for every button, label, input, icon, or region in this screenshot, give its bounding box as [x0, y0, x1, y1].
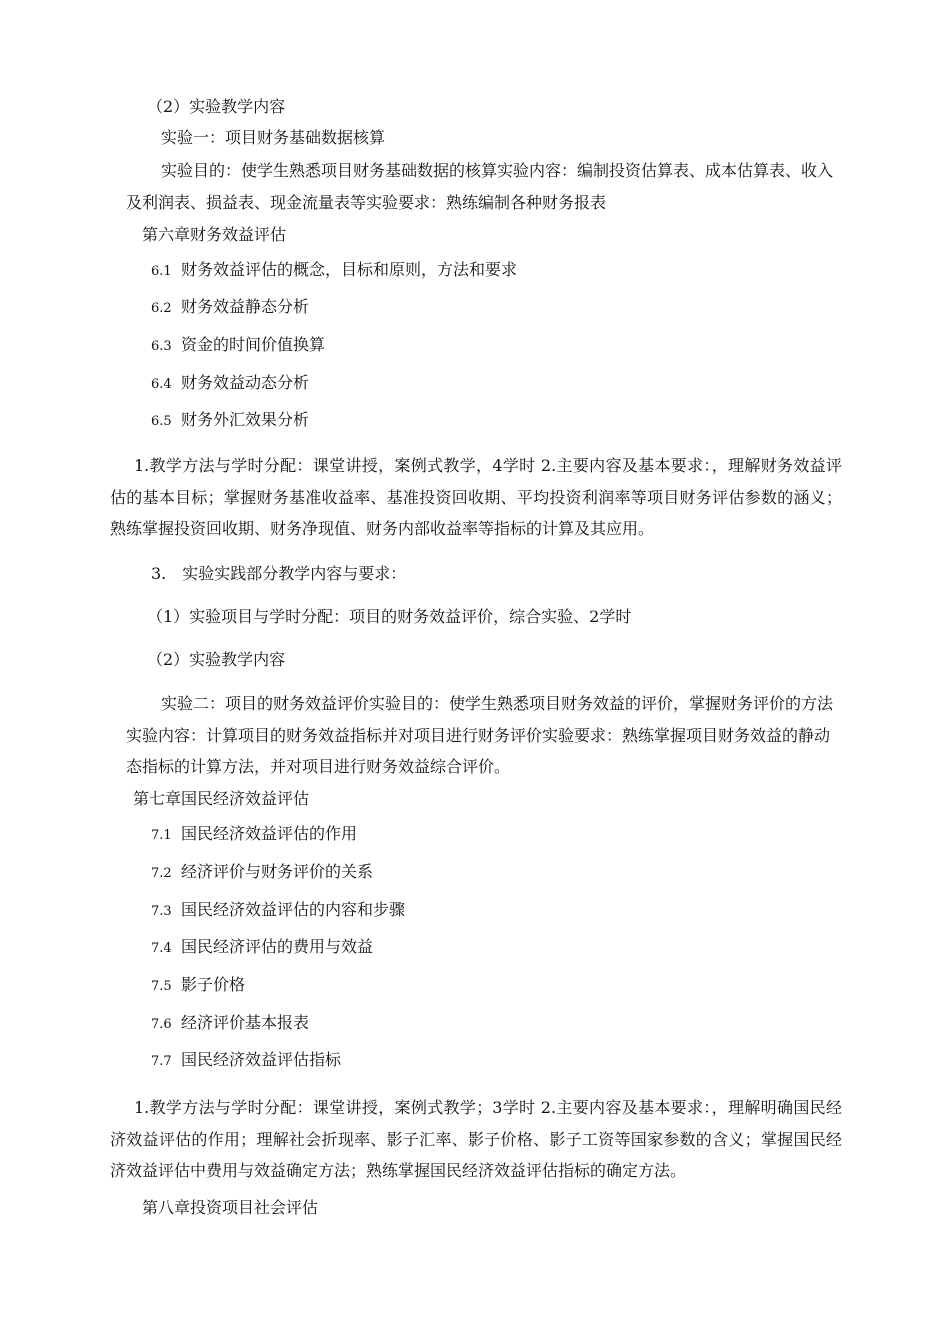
item-number: 7.6: [151, 1017, 172, 1032]
item-number: 7.3: [151, 904, 172, 919]
item-text: 国民经济效益评估的内容和步骤: [181, 900, 406, 919]
item-number: 7.1: [151, 828, 172, 843]
list-item: [151, 936, 373, 960]
item-number: 6.4: [151, 377, 172, 392]
chapter-summary: 1.教学方法与学时分配：课堂讲授，案例式教学，4学时 2.主要内容及基本要求：，理解财务效益评估的基本目标；掌握财务基准收益率、基准投资回收期、平均投资利润率等项目财务评估参数的涵义；熟练掌握投资回收期、财务净现值、财务内部收益率等指标的计算及其应用。: [110, 456, 842, 538]
list-item: [151, 861, 373, 885]
item-text: 财务外汇效果分析: [181, 410, 310, 429]
item-text: 国民经济效益评估指标: [181, 1050, 342, 1069]
item-text: 国民经济评估的费用与效益: [181, 937, 374, 956]
list-item: [151, 372, 309, 396]
list-item: [151, 1049, 341, 1073]
item-text: 经济评价与财务评价的关系: [181, 862, 374, 881]
chapter-title: 第八章投资项目社会评估: [142, 1198, 319, 1217]
list-item: [151, 409, 309, 433]
list-item: [151, 1012, 309, 1036]
chapter-title: 第七章国民经济效益评估: [133, 789, 310, 808]
practice-item: （2）实验教学内容: [147, 650, 286, 669]
practice-item: （1）实验项目与学时分配：项目的财务效益评价，综合实验、2学时: [147, 607, 632, 626]
item-number: 6.1: [151, 264, 172, 279]
experiment-title: 实验一：项目财务基础数据核算: [161, 128, 386, 147]
practice-heading: 3. 实验实践部分教学内容与要求：: [151, 564, 407, 583]
list-item: [151, 823, 357, 847]
experiment-description: 实验二：项目的财务效益评价实验目的：使学生熟悉项目财务效益的评价，掌握财务评价的方法实验内容：计算项目的财务效益指标并对项目进行财务评价实验要求：熟练掌握项目财务效益的静动态指标的计算方法，并对项目进行财务效益综合评价。: [126, 694, 834, 776]
section-heading: （2）实验教学内容: [147, 97, 286, 116]
list-item: [151, 974, 245, 998]
item-text: 财务效益动态分析: [181, 373, 310, 392]
item-text: 影子价格: [181, 975, 246, 994]
experiment-description: 实验目的：使学生熟悉项目财务基础数据的核算实验内容：编制投资估算表、成本估算表、收入及利润表、损益表、现金流量表等实验要求：熟练编制各种财务报表: [126, 161, 834, 212]
item-number: 7.2: [151, 866, 172, 881]
list-item: [151, 899, 405, 923]
list-item: [151, 296, 309, 320]
item-number: 7.4: [151, 941, 172, 956]
list-item: [151, 259, 517, 283]
item-number: 6.2: [151, 301, 172, 316]
item-text: 财务效益评估的概念，目标和原则，方法和要求: [181, 260, 518, 279]
item-text: 财务效益静态分析: [181, 297, 310, 316]
item-text: 资金的时间价值换算: [181, 335, 326, 354]
item-number: 6.5: [151, 414, 172, 429]
item-number: 7.7: [151, 1054, 172, 1069]
chapter-summary: 1.教学方法与学时分配：课堂讲授，案例式教学；3学时 2.主要内容及基本要求：，理解明确国民经济效益评估的作用；理解社会折现率、影子汇率、影子价格、影子工资等国家参数的含义；掌握国民经济效益评估中费用与效益确定方法；熟练掌握国民经济效益评估指标的确定方法。: [110, 1098, 842, 1180]
item-text: 经济评价基本报表: [181, 1013, 310, 1032]
item-number: 6.3: [151, 339, 172, 354]
item-text: 国民经济效益评估的作用: [181, 824, 358, 843]
chapter-title: 第六章财务效益评估: [142, 225, 287, 244]
item-number: 7.5: [151, 979, 172, 994]
list-item: [151, 334, 325, 358]
